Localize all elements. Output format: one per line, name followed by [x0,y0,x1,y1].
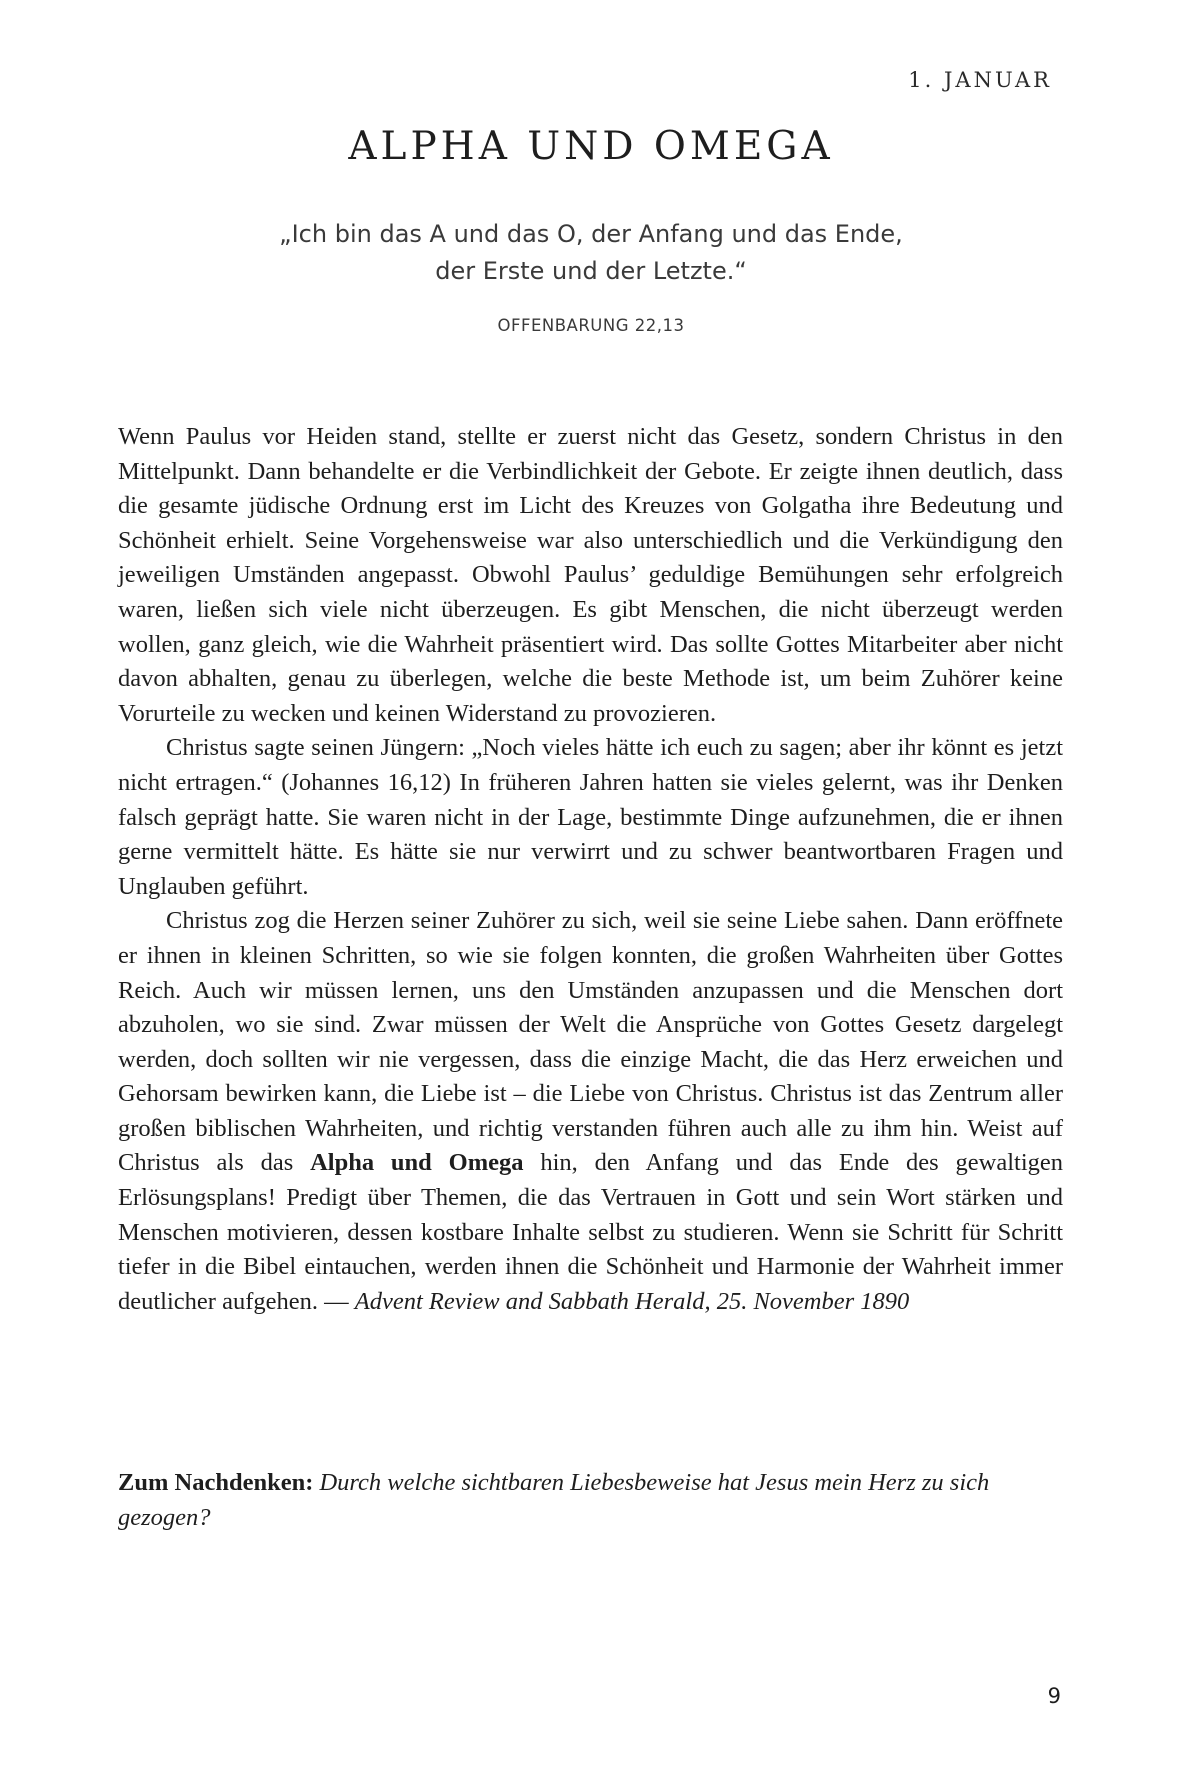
paragraph [118,904,1063,1319]
paragraph: Wenn Paulus vor Heiden stand, stellte er zuerst nicht das Gesetz, sondern Christus in den Mittelpunkt. Dann behandelte er die Verbindlichkeit der Gebote. Er zeigte ihnen deutlich, dass die gesamte jüdische Ordnung erst im Licht des Kreuzes von Golgatha ihre Bedeutung und Schönheit erhielt. Seine Vorgehensweise war also unterschiedlich und die Verkündigung den jeweiligen Umständen angepasst. Obwohl Paulus’ geduldige Bemühungen sehr erfolgreich waren, ließen sich viele nicht überzeugen. Es gibt Menschen, die nicht überzeugt werden wollen, ganz gleich, wie die Wahrheit präsentiert wird. Das sollte Gottes Mitarbeiter aber nicht davon abhalten, genau zu überlegen, welche die beste Methode ist, um beim Zuhörer keine Vorurteile zu wecken und keinen Widerstand zu provozieren. [118,423,1063,727]
bible-quote [0,216,1182,290]
reflection-label: Zum Nachdenken: [118,1469,314,1496]
body-text [118,420,1063,1319]
paragraph-text: Christus zog die Herzen seiner Zuhörer zu sich, weil sie seine Liebe sahen. Dann eröffnete er ihnen in kleinen Schritten, so wie sie folgen konnten, die großen Wahrheiten über Gottes Reich. Auch wir müssen lernen, uns den Umständen anzupassen und die Menschen dort abzuholen, wo sie sind. Zwar müssen der Welt die Ansprüche von Gottes Gesetz dargelegt werden, doch sollten wir nie vergessen, dass die einzige Macht, die das Herz erweichen und Gehorsam bewirken kann, die Liebe ist – die Liebe von Christus. Christus ist das Zentrum aller großen biblischen Wahrheiten, und richtig verstanden führen auch alle zu ihm hin. Weist auf Christus als das [118,907,1063,1177]
emphasis-text: Alpha und Omega [310,1149,524,1177]
bible-reference: OFFENBARUNG 22,13 [497,316,685,335]
reflection-text: Durch welche sichtbaren Liebesbeweise hat Jesus mein Herz zu sich gezogen? [118,1469,990,1531]
paragraph: Christus sagte seinen Jüngern: „Noch vieles hätte ich euch zu sagen; aber ihr könnt es jetzt nicht ertragen.“ (Johannes 16,12) In früheren Jahren hatten sie vieles gelernt, was ihr Denken falsch geprägt hatte. Sie waren nicht in der Lage, bestimmte Dinge aufzunehmen, die er ihnen gerne vermittelt hätte. Es hätte sie nur verwirrt und zu schwer beantwortbaren Fragen und Unglauben geführt. [118,734,1063,900]
paragraph-text: hin, den Anfang und das Ende des gewaltigen Erlösungsplans! Predigt über Themen, die das Vertrauen in Gott und sein Wort stärken und Menschen motivieren, dessen kostbare Inhalte selbst zu studieren. Wenn sie Schritt für Schritt tiefer in die Bibel eintauchen, werden ihnen die Schönheit und Harmonie der Wahrheit immer deutlicher aufgehen. — [118,1149,1064,1315]
bible-quote-line: „Ich bin das A und das O, der Anfang und das Ende, [279,220,903,248]
page-title: ALPHA UND OMEGA [348,124,834,169]
date-heading: 1. JANUAR [908,68,1052,92]
bible-quote-line: der Erste und der Letzte.“ [435,257,747,285]
page-number: 9 [1047,1684,1061,1708]
reflection-question [118,1466,1063,1535]
source-citation: Advent Review and Sabbath Herald, 25. November 1890 [354,1287,910,1315]
